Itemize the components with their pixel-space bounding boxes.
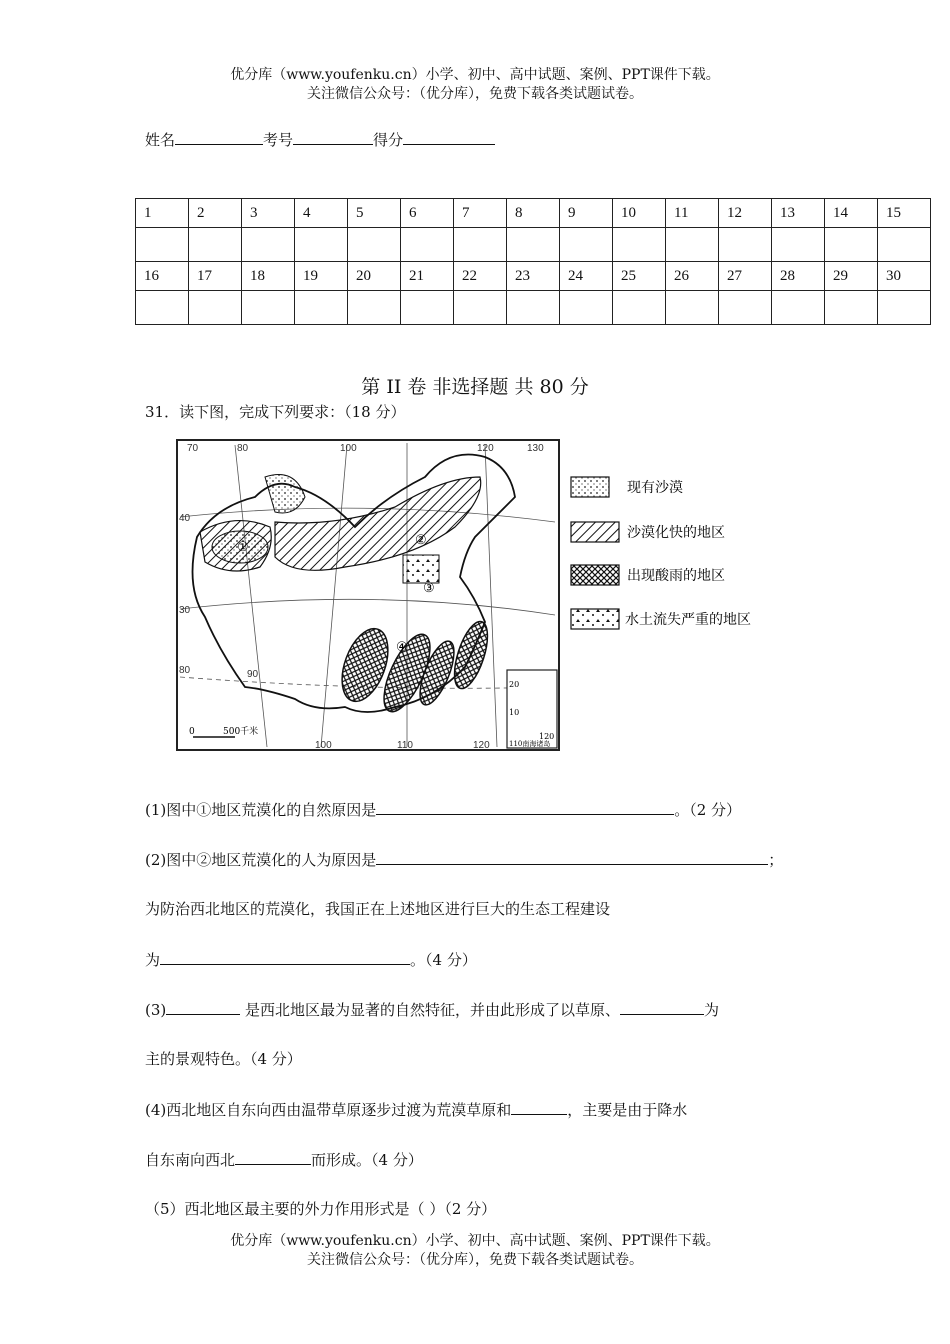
question-number: 1 bbox=[136, 199, 189, 228]
question-number: 22 bbox=[454, 262, 507, 291]
question-number: 16 bbox=[136, 262, 189, 291]
answer-cell[interactable] bbox=[189, 291, 242, 325]
question-number: 11 bbox=[666, 199, 719, 228]
lat-80-label: 80 bbox=[179, 665, 191, 676]
q31-p1-score: 。（2 分） bbox=[674, 801, 742, 819]
answer-cell[interactable] bbox=[136, 228, 189, 262]
q31-part-4-cont bbox=[145, 1148, 423, 1170]
marker-1: ① bbox=[237, 540, 249, 555]
answer-cell[interactable] bbox=[719, 291, 772, 325]
answer-cell[interactable] bbox=[878, 228, 931, 262]
answer-number-row-2 bbox=[136, 262, 931, 291]
answer-cell[interactable] bbox=[348, 291, 401, 325]
answer-cell[interactable] bbox=[295, 228, 348, 262]
legend-desertification: 沙漠化快的地区 bbox=[627, 525, 725, 541]
section-title: 第 II 卷 非选择题 共 80 分 bbox=[361, 376, 589, 398]
inset-label: 110南海诸岛 bbox=[509, 740, 551, 748]
lat-30: 30 bbox=[179, 605, 191, 616]
q31-p1-text: (1)图中①地区荒漠化的自然原因是 bbox=[145, 801, 377, 819]
answer-cell[interactable] bbox=[825, 291, 878, 325]
svg-text:0: 0 bbox=[189, 727, 195, 737]
answer-cell[interactable] bbox=[136, 291, 189, 325]
q31-part-3-cont: 主的景观特色。（4 分） bbox=[145, 1050, 302, 1068]
answer-cell[interactable] bbox=[242, 228, 295, 262]
region-3-erosion bbox=[403, 555, 439, 583]
question-number: 2 bbox=[189, 199, 242, 228]
question-number: 24 bbox=[560, 262, 613, 291]
legend-hatch-swatch bbox=[571, 522, 619, 542]
question-number: 27 bbox=[719, 262, 772, 291]
question-number: 28 bbox=[772, 262, 825, 291]
footer-line-2: 关注微信公众号：（优分库），免费下载各类试题试卷。 bbox=[307, 1252, 643, 1268]
answer-cell[interactable] bbox=[454, 228, 507, 262]
question-number: 30 bbox=[878, 262, 931, 291]
answer-table bbox=[135, 198, 931, 325]
q31-p3-wei: 为 bbox=[704, 1001, 720, 1019]
answer-cell[interactable] bbox=[825, 228, 878, 262]
marker-4: ④ bbox=[396, 640, 408, 655]
question-number: 25 bbox=[613, 262, 666, 291]
q31-p4-text-3: 自东南向西北 bbox=[145, 1151, 236, 1169]
answer-cell[interactable] bbox=[401, 228, 454, 262]
question-number: 10 bbox=[613, 199, 666, 228]
legend-erosion-swatch bbox=[571, 609, 619, 629]
question-number: 26 bbox=[666, 262, 719, 291]
q31-stem: 31．读下图，完成下列要求：（18 分） bbox=[145, 403, 406, 421]
answer-cell[interactable] bbox=[666, 291, 719, 325]
marker-3: ③ bbox=[423, 581, 435, 596]
answer-cell[interactable] bbox=[613, 228, 666, 262]
q31-part-5: （5）西北地区最主要的外力作用形式是（ ）（2 分） bbox=[145, 1200, 497, 1218]
q31-p4-blank-2[interactable] bbox=[235, 1148, 311, 1165]
q31-part-2-cont: 为防治西北地区的荒漠化，我国正在上述地区进行巨大的生态工程建设 bbox=[145, 900, 611, 918]
question-number: 29 bbox=[825, 262, 878, 291]
answer-cell[interactable] bbox=[507, 291, 560, 325]
lon-70: 70 bbox=[187, 443, 199, 454]
question-number: 15 bbox=[878, 199, 931, 228]
q31-p4-text-2: ，主要是由于降水 bbox=[567, 1101, 688, 1119]
q31-part-1 bbox=[145, 798, 741, 820]
q31-p2-end: ； bbox=[768, 851, 784, 869]
answer-cell[interactable] bbox=[348, 228, 401, 262]
name-blank[interactable] bbox=[175, 128, 263, 145]
answer-cell[interactable] bbox=[189, 228, 242, 262]
score-label: 得分 bbox=[373, 131, 404, 149]
lon-100-bottom: 100 bbox=[315, 740, 332, 751]
question-number: 3 bbox=[242, 199, 295, 228]
lon-110-bottom: 110 bbox=[397, 740, 413, 751]
lat-40: 40 bbox=[179, 513, 191, 524]
question-number: 19 bbox=[295, 262, 348, 291]
q31-p2-score: 。（4 分） bbox=[410, 951, 477, 969]
question-number: 14 bbox=[825, 199, 878, 228]
q31-part-2 bbox=[145, 848, 783, 870]
q31-p4-score: 而形成。（4 分） bbox=[311, 1151, 423, 1169]
svg-text:500千米: 500千米 bbox=[223, 727, 259, 737]
inset-tick-120: 120 bbox=[539, 732, 555, 741]
map-frame bbox=[177, 440, 559, 750]
answer-cell[interactable] bbox=[507, 228, 560, 262]
answer-cell[interactable] bbox=[242, 291, 295, 325]
inset-tick-10: 10 bbox=[509, 708, 520, 717]
header-line-2: 关注微信公众号：（优分库），免费下载各类试题试卷。 bbox=[307, 86, 643, 102]
answer-cell[interactable] bbox=[613, 291, 666, 325]
id-blank[interactable] bbox=[293, 128, 373, 145]
answer-cell[interactable] bbox=[454, 291, 507, 325]
q31-p1-blank[interactable] bbox=[376, 798, 674, 815]
name-label: 姓名 bbox=[145, 131, 176, 149]
score-blank[interactable] bbox=[403, 128, 495, 145]
legend-cross-swatch bbox=[571, 565, 619, 585]
question-number: 7 bbox=[454, 199, 507, 228]
lon-80: 80 bbox=[237, 443, 249, 454]
question-number: 8 bbox=[507, 199, 560, 228]
question-number: 23 bbox=[507, 262, 560, 291]
answer-cell[interactable] bbox=[772, 228, 825, 262]
q31-p2-blank[interactable] bbox=[376, 848, 768, 865]
q31-p2-text: (2)图中②地区荒漠化的人为原因是 bbox=[145, 851, 377, 869]
question-number: 6 bbox=[401, 199, 454, 228]
question-number: 12 bbox=[719, 199, 772, 228]
answer-cell[interactable] bbox=[560, 228, 613, 262]
q31-part-4 bbox=[145, 1098, 687, 1120]
question-number: 20 bbox=[348, 262, 401, 291]
q31-p3-blank-2[interactable] bbox=[620, 998, 704, 1015]
q31-part-2-answer bbox=[145, 948, 477, 970]
q31-p2-blank-2[interactable] bbox=[160, 948, 410, 965]
student-info bbox=[145, 128, 495, 150]
legend-desert: 现有沙漠 bbox=[627, 480, 683, 496]
footer-line-1: 优分库（www.youfenku.cn）小学、初中、高中试题、案例、PPT课件下载。 bbox=[230, 1233, 720, 1249]
q31-p4-blank-1[interactable] bbox=[511, 1098, 567, 1115]
q31-p3-text: 是西北地区最为显著的自然特征，并由此形成了以草原、 bbox=[240, 1001, 621, 1019]
marker-2: ② bbox=[415, 533, 427, 548]
desertification-map bbox=[175, 437, 775, 755]
question-number: 5 bbox=[348, 199, 401, 228]
legend-erosion: 水土流失严重的地区 bbox=[625, 612, 751, 628]
answer-cell[interactable] bbox=[295, 291, 348, 325]
lon-100: 100 bbox=[340, 443, 357, 454]
id-label: 考号 bbox=[263, 131, 294, 149]
answer-cell[interactable] bbox=[666, 228, 719, 262]
legend-acid-rain: 出现酸雨的地区 bbox=[627, 568, 725, 584]
answer-cell[interactable] bbox=[401, 291, 454, 325]
lon-120: 120 bbox=[477, 443, 494, 454]
lon-130: 130 bbox=[527, 443, 544, 454]
question-number: 17 bbox=[189, 262, 242, 291]
q31-part-3 bbox=[145, 998, 719, 1020]
header-line-1: 优分库（www.youfenku.cn）小学、初中、高中试题、案例、PPT课件下载。 bbox=[230, 67, 720, 83]
question-number: 21 bbox=[401, 262, 454, 291]
answer-cell[interactable] bbox=[719, 228, 772, 262]
answer-number-row-1 bbox=[136, 199, 931, 228]
answer-cell[interactable] bbox=[560, 291, 613, 325]
legend-desert-swatch bbox=[571, 477, 609, 497]
question-number: 18 bbox=[242, 262, 295, 291]
answer-blank-row-2 bbox=[136, 291, 931, 325]
q31-p4-text: (4)西北地区自东向西由温带草原逐步过渡为荒漠草原和 bbox=[145, 1101, 512, 1119]
lon-120-bottom: 120 bbox=[473, 740, 490, 751]
question-number: 9 bbox=[560, 199, 613, 228]
question-number: 4 bbox=[295, 199, 348, 228]
answer-cell[interactable] bbox=[772, 291, 825, 325]
q31-p3-num: (3) bbox=[145, 1001, 167, 1019]
lon-90-bottom: 90 bbox=[247, 669, 259, 680]
inset-tick-20: 20 bbox=[509, 680, 520, 689]
map-legend bbox=[571, 477, 751, 629]
question-number: 13 bbox=[772, 199, 825, 228]
answer-blank-row-1 bbox=[136, 228, 931, 262]
q31-p2-wei: 为 bbox=[145, 951, 161, 969]
answer-cell[interactable] bbox=[878, 291, 931, 325]
q31-p3-blank-1[interactable] bbox=[166, 998, 240, 1015]
